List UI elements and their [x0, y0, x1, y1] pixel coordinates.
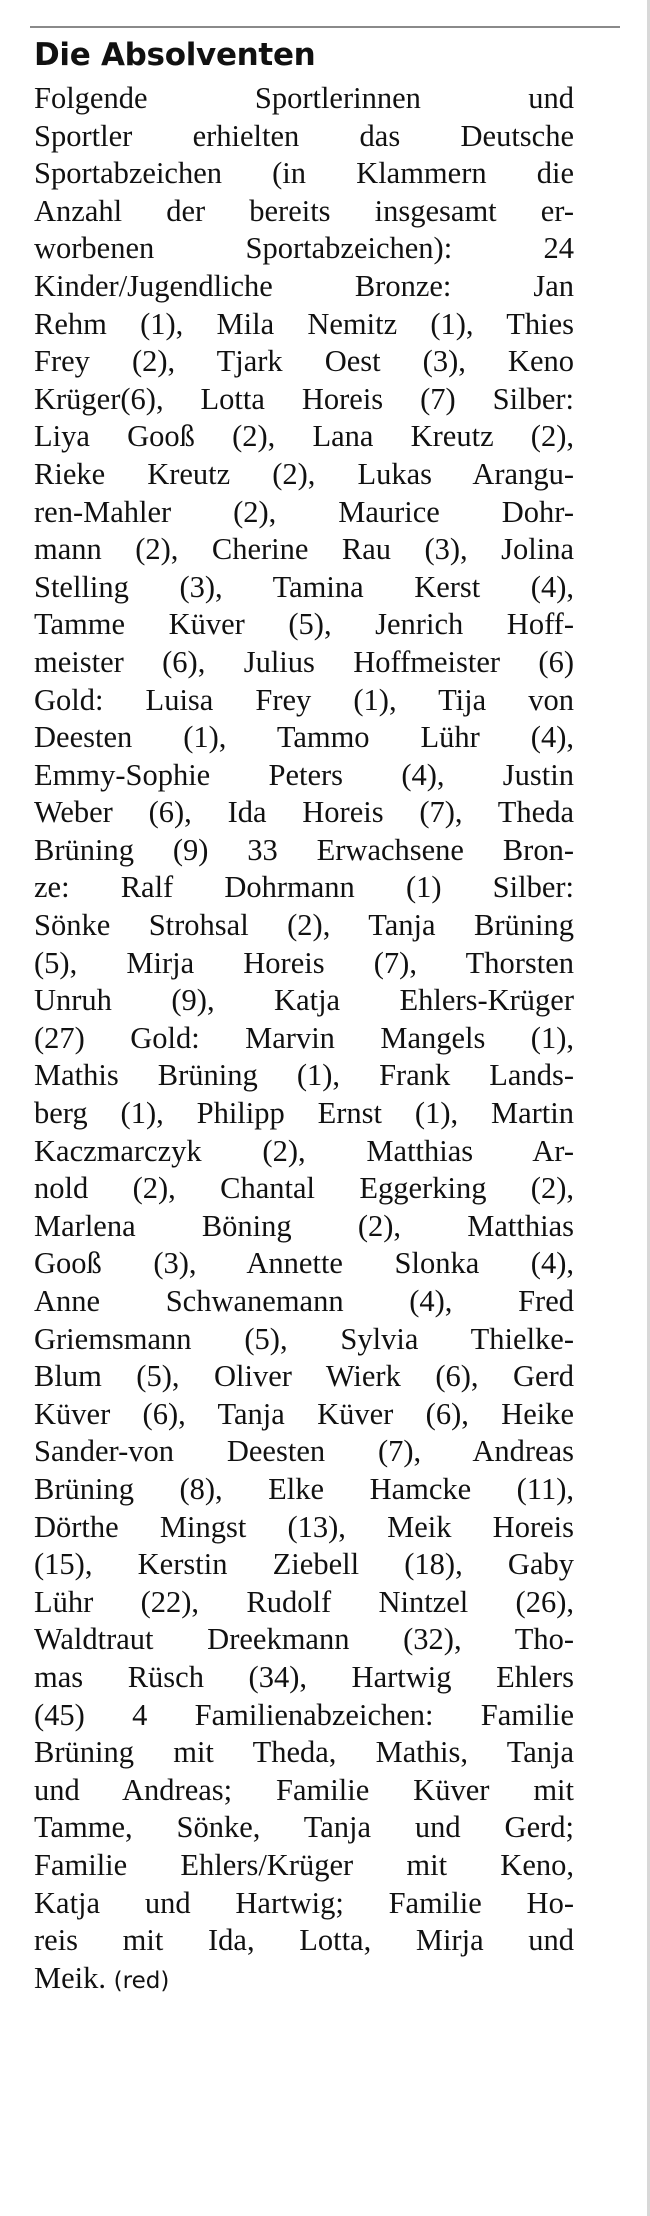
top-rule [30, 26, 620, 28]
body-line: Tamme Küver (5), Jenrich Hoff- [34, 607, 574, 642]
body-line: (15), Kerstin Ziebell (18), Gaby [34, 1547, 574, 1582]
body-line: Brüning (8), Elke Hamcke (11), [34, 1471, 574, 1506]
body-line: (5), Mirja Horeis (7), Thorsten [34, 945, 574, 980]
author-credit: (red) [113, 1967, 170, 1994]
body-line: berg (1), Philipp Ernst (1), Martin [34, 1096, 574, 1131]
body-line: reis mit Ida, Lotta, Mirja und [34, 1923, 574, 1958]
body-line: mann (2), Cherine Rau (3), Jolina [34, 532, 574, 567]
body-line: Kinder/Jugendliche Bronze: Jan [34, 268, 574, 303]
body-line: Waldtraut Dreekmann (32), Tho- [34, 1622, 574, 1657]
body-line: Sander-von Deesten (7), Andreas [34, 1434, 574, 1469]
body-line: Anne Schwanemann (4), Fred [34, 1284, 574, 1318]
body-line: Lühr (22), Rudolf Nintzel (26), [34, 1584, 574, 1619]
body-line: Rehm (1), Mila Nemitz (1), Thies [34, 306, 574, 341]
body-line: Katja und Hartwig; Familie Ho- [34, 1885, 574, 1920]
body-line: (45) 4 Familienabzeichen: Familie [34, 1697, 574, 1732]
body-line: Kaczmarczyk (2), Matthias Ar- [34, 1133, 574, 1168]
body-line: Marlena Böning (2), Matthias [34, 1208, 574, 1243]
body-last-line [34, 1960, 574, 2001]
body-line: Rieke Kreutz (2), Lukas Arangu- [34, 456, 574, 491]
body-line: worbenen Sportabzeichen): 24 [34, 231, 574, 266]
body-line: Dörthe Mingst (13), Meik Horeis [34, 1509, 574, 1544]
body-line: Gooß (3), Annette Slonka (4), [34, 1246, 574, 1281]
body-line: Emmy-Sophie Peters (4), Justin [34, 757, 574, 792]
body-last-text: Meik. [34, 1960, 107, 1995]
body-line: (27) Gold: Marvin Mangels (1), [34, 1020, 574, 1055]
body-line: und Andreas; Familie Küver mit [34, 1772, 574, 1807]
body-line: Brüning (9) 33 Erwachsene Bron- [34, 832, 574, 867]
body-line: Familie Ehlers/Krüger mit Keno, [34, 1847, 574, 1882]
body-line: Tamme, Sönke, Tanja und Gerd; [34, 1810, 574, 1845]
body-line: Brüning mit Theda, Mathis, Tanja [34, 1735, 574, 1770]
body-line: Sportabzeichen (in Klammern die [34, 156, 574, 191]
body-line: Folgende Sportlerinnen und [34, 81, 574, 115]
body-line: Weber (6), Ida Horeis (7), Theda [34, 795, 574, 830]
body-line: nold (2), Chantal Eggerking (2), [34, 1171, 574, 1206]
body-line: Krüger(6), Lotta Horeis (7) Silber: [34, 381, 574, 416]
body-line: Blum (5), Oliver Wierk (6), Gerd [34, 1359, 574, 1394]
body-line: Griemsmann (5), Sylvia Thielke- [34, 1321, 574, 1356]
body-line: ren-Mahler (2), Maurice Dohr- [34, 494, 574, 529]
body-line: Unruh (9), Katja Ehlers-Krüger [34, 983, 574, 1018]
body-line: Stelling (3), Tamina Kerst (4), [34, 569, 574, 604]
body-line: Küver (6), Tanja Küver (6), Heike [34, 1396, 574, 1431]
body-line: Frey (2), Tjark Oest (3), Keno [34, 344, 574, 379]
body-line: Sportler erhielten das Deutsche [34, 118, 574, 153]
body-line: Mathis Brüning (1), Frank Lands- [34, 1058, 574, 1093]
body-line: mas Rüsch (34), Hartwig Ehlers [34, 1659, 574, 1694]
body-line: meister (6), Julius Hoffmeister (6) [34, 644, 574, 679]
body-line: Anzahl der bereits insgesamt er- [34, 193, 574, 228]
body-line: Liya Gooß (2), Lana Kreutz (2), [34, 419, 574, 454]
headline: Die Absolventen [34, 37, 316, 73]
body-line: ze: Ralf Dohrmann (1) Silber: [34, 870, 574, 905]
article [34, 30, 574, 2000]
body-line: Gold: Luisa Frey (1), Tija von [34, 682, 574, 717]
article-body [34, 80, 574, 2000]
body-line: Sönke Strohsal (2), Tanja Brüning [34, 908, 574, 943]
body-line: Deesten (1), Tammo Lühr (4), [34, 720, 574, 755]
